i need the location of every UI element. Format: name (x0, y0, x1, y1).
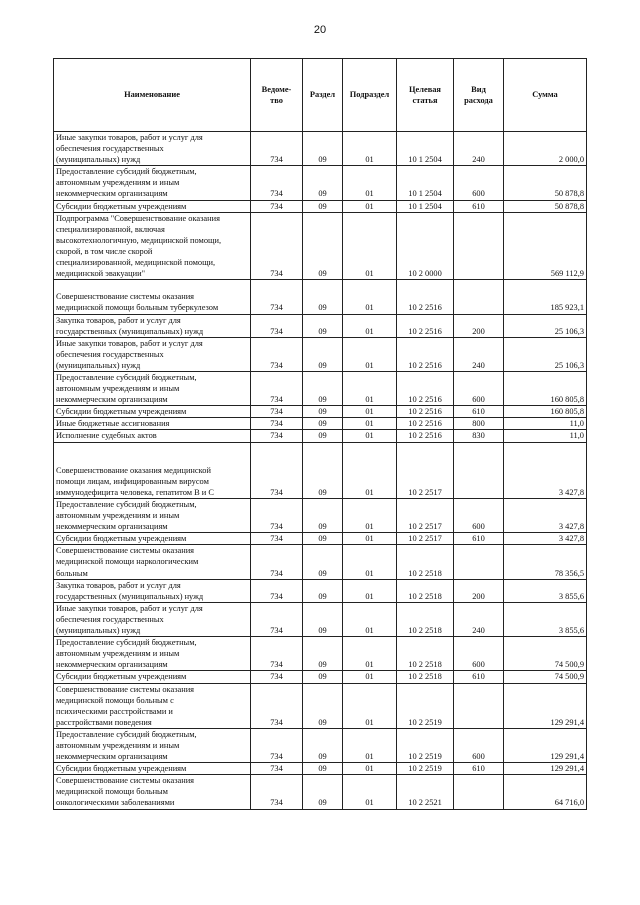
table-row (54, 763, 587, 775)
cell-name-line: Предоставление субсидий бюджетным, (56, 167, 197, 177)
cell-section: 09 (303, 280, 343, 314)
table-row (54, 166, 587, 200)
cell-sum: 74 500,9 (504, 637, 587, 671)
cell-section: 09 (303, 763, 343, 775)
cell-name-line: (муниципальных) нужд (56, 626, 141, 636)
cell-expense-type (454, 280, 504, 314)
cell-sum: 569 112,9 (504, 212, 587, 280)
cell-subsection: 01 (343, 280, 397, 314)
cell-subsection: 01 (343, 406, 397, 418)
cell-target-article: 10 2 2516 (397, 406, 454, 418)
cell-name-line: автономным учреждениям и иным (56, 740, 180, 750)
cell-subsection: 01 (343, 683, 397, 728)
cell-name-line: медицинской помощи больным с (56, 695, 174, 705)
cell-section: 09 (303, 212, 343, 280)
cell-subsection: 01 (343, 728, 397, 762)
cell-name-line: Подпрограмма "Совершенствование оказания (56, 213, 220, 223)
cell-subsection: 01 (343, 545, 397, 579)
cell-sum: 64 716,0 (504, 775, 587, 809)
cell-section: 09 (303, 430, 343, 442)
cell-name-line: Предоставление субсидий бюджетным, (56, 638, 197, 648)
cell-department: 734 (251, 132, 303, 166)
cell-expense-type (454, 683, 504, 728)
cell-expense-type: 600 (454, 166, 504, 200)
cell-subsection: 01 (343, 579, 397, 602)
cell-name-line: специализированной, включая (56, 224, 165, 234)
cell-name (54, 280, 251, 314)
cell-name (54, 763, 251, 775)
cell-expense-type: 610 (454, 200, 504, 212)
table-row (54, 132, 587, 166)
table-row (54, 406, 587, 418)
cell-sum: 50 878,8 (504, 200, 587, 212)
cell-sum: 74 500,9 (504, 671, 587, 683)
cell-name (54, 418, 251, 430)
table-row (54, 671, 587, 683)
cell-target-article: 10 2 2518 (397, 545, 454, 579)
cell-name-line (56, 454, 248, 465)
cell-subsection: 01 (343, 166, 397, 200)
cell-name (54, 212, 251, 280)
cell-name-line: больным (56, 568, 88, 578)
table-row (54, 442, 587, 498)
cell-subsection: 01 (343, 763, 397, 775)
cell-target-article: 10 2 2519 (397, 728, 454, 762)
table-row (54, 499, 587, 533)
cell-target-article: 10 2 2517 (397, 533, 454, 545)
cell-name-line: Совершенствование системы оказания (56, 292, 195, 302)
cell-name-line: обеспечения государственных (56, 144, 164, 154)
cell-sum: 129 291,4 (504, 683, 587, 728)
cell-department: 734 (251, 337, 303, 371)
cell-target-article: 10 1 2504 (397, 132, 454, 166)
cell-name-line: расстройствами поведения (56, 717, 152, 727)
cell-sum: 3 427,8 (504, 499, 587, 533)
table-row (54, 314, 587, 337)
table-row (54, 637, 587, 671)
cell-department: 734 (251, 200, 303, 212)
cell-section: 09 (303, 579, 343, 602)
cell-name-line: Иные бюджетные ассигнования (56, 419, 170, 429)
cell-expense-type: 600 (454, 371, 504, 405)
cell-target-article: 10 2 2518 (397, 671, 454, 683)
cell-section: 09 (303, 775, 343, 809)
cell-name-line: медицинской эвакуации" (56, 269, 145, 279)
header-name: Наименование (54, 59, 251, 132)
header-article-line: Целевая (409, 84, 441, 94)
cell-name-line: Совершенствование системы оказания (56, 546, 195, 556)
cell-sum: 2 000,0 (504, 132, 587, 166)
table-row (54, 683, 587, 728)
cell-department: 734 (251, 775, 303, 809)
cell-department: 734 (251, 280, 303, 314)
cell-department: 734 (251, 579, 303, 602)
cell-name (54, 442, 251, 498)
cell-target-article: 10 2 2516 (397, 430, 454, 442)
cell-section: 09 (303, 442, 343, 498)
cell-section: 09 (303, 200, 343, 212)
cell-name-line: автономным учреждениям и иным (56, 178, 180, 188)
cell-sum: 129 291,4 (504, 728, 587, 762)
cell-name-line: (муниципальных) нужд (56, 360, 141, 370)
cell-name-line: Иные закупки товаров, работ и услуг для (56, 603, 203, 613)
table-row (54, 602, 587, 636)
cell-name-line: автономным учреждениям и иным (56, 384, 180, 394)
cell-target-article: 10 2 2517 (397, 442, 454, 498)
cell-expense-type: 610 (454, 406, 504, 418)
table-row (54, 775, 587, 809)
cell-department: 734 (251, 212, 303, 280)
header-subsection: Подраздел (343, 59, 397, 132)
cell-subsection: 01 (343, 775, 397, 809)
cell-department: 734 (251, 418, 303, 430)
cell-expense-type (454, 775, 504, 809)
cell-name-line: государственных (муниципальных) нужд (56, 326, 204, 336)
cell-department: 734 (251, 602, 303, 636)
cell-section: 09 (303, 418, 343, 430)
cell-section: 09 (303, 637, 343, 671)
cell-name-line: медицинской помощи больным туберкулезом (56, 303, 219, 313)
table-body (54, 132, 587, 810)
cell-expense-type: 610 (454, 533, 504, 545)
cell-department: 734 (251, 533, 303, 545)
cell-subsection: 01 (343, 533, 397, 545)
cell-sum: 3 855,6 (504, 602, 587, 636)
header-section: Раздел (303, 59, 343, 132)
cell-section: 09 (303, 132, 343, 166)
cell-name (54, 545, 251, 579)
cell-name (54, 314, 251, 337)
cell-target-article: 10 2 2518 (397, 602, 454, 636)
cell-expense-type: 240 (454, 337, 504, 371)
cell-name-line: Иные закупки товаров, работ и услуг для (56, 338, 203, 348)
cell-sum: 50 878,8 (504, 166, 587, 200)
cell-name (54, 579, 251, 602)
cell-department: 734 (251, 728, 303, 762)
cell-name (54, 337, 251, 371)
cell-name (54, 166, 251, 200)
header-department-line: Ведоме- (261, 84, 292, 94)
cell-name (54, 637, 251, 671)
cell-name (54, 533, 251, 545)
cell-subsection: 01 (343, 671, 397, 683)
cell-target-article: 10 2 2519 (397, 763, 454, 775)
cell-name (54, 132, 251, 166)
cell-sum: 25 106,3 (504, 337, 587, 371)
cell-name-line: Закупка товаров, работ и услуг для (56, 580, 181, 590)
cell-name-line: обеспечения государственных (56, 614, 164, 624)
cell-name-line: Совершенствование системы оказания (56, 776, 195, 786)
cell-name (54, 406, 251, 418)
cell-target-article: 10 2 2516 (397, 418, 454, 430)
cell-target-article: 10 2 0000 (397, 212, 454, 280)
cell-name (54, 499, 251, 533)
header-expense-line: Вид (471, 84, 486, 94)
cell-sum: 185 923,1 (504, 280, 587, 314)
cell-expense-type (454, 442, 504, 498)
cell-sum: 129 291,4 (504, 763, 587, 775)
cell-sum: 78 356,5 (504, 545, 587, 579)
table-header-row (54, 59, 587, 132)
cell-expense-type: 240 (454, 132, 504, 166)
cell-name-line: некоммерческим организациям (56, 189, 168, 199)
cell-department: 734 (251, 406, 303, 418)
cell-subsection: 01 (343, 212, 397, 280)
cell-target-article: 10 2 2519 (397, 683, 454, 728)
cell-target-article: 10 2 2521 (397, 775, 454, 809)
cell-name-line: некоммерческим организациям (56, 660, 168, 670)
cell-expense-type: 600 (454, 728, 504, 762)
table-row (54, 418, 587, 430)
cell-name-line: медицинской помощи больным (56, 787, 168, 797)
cell-name (54, 200, 251, 212)
table-row (54, 212, 587, 280)
cell-name-line: Субсидии бюджетным учреждениям (56, 764, 187, 774)
cell-department: 734 (251, 763, 303, 775)
cell-target-article: 10 1 2504 (397, 200, 454, 212)
table-row (54, 533, 587, 545)
cell-department: 734 (251, 166, 303, 200)
cell-name-line: Предоставление субсидий бюджетным, (56, 729, 197, 739)
cell-name-line: (муниципальных) нужд (56, 155, 141, 165)
table-row (54, 200, 587, 212)
cell-name-line: Совершенствование системы оказания (56, 684, 195, 694)
table-row (54, 579, 587, 602)
cell-department: 734 (251, 314, 303, 337)
cell-name-line (56, 443, 248, 454)
header-department (251, 59, 303, 132)
cell-target-article: 10 2 2517 (397, 499, 454, 533)
cell-sum: 11,0 (504, 418, 587, 430)
cell-name (54, 683, 251, 728)
cell-name-line: специализированной, медицинской помощи, (56, 258, 216, 268)
cell-subsection: 01 (343, 637, 397, 671)
cell-target-article: 10 2 2518 (397, 637, 454, 671)
cell-name-line: обеспечения государственных (56, 349, 164, 359)
cell-expense-type: 600 (454, 499, 504, 533)
cell-name (54, 728, 251, 762)
header-sum: Сумма (504, 59, 587, 132)
cell-expense-type: 600 (454, 637, 504, 671)
header-expense-type (454, 59, 504, 132)
cell-name-line: Субсидии бюджетным учреждениям (56, 534, 187, 544)
cell-subsection: 01 (343, 337, 397, 371)
cell-name (54, 775, 251, 809)
cell-name-line: иммунодефицита человека, гепатитом В и С (56, 487, 214, 497)
cell-expense-type: 610 (454, 671, 504, 683)
cell-name-line: Предоставление субсидий бюджетным, (56, 372, 197, 382)
cell-subsection: 01 (343, 314, 397, 337)
cell-name-line: государственных (муниципальных) нужд (56, 591, 204, 601)
cell-expense-type: 200 (454, 314, 504, 337)
cell-name-line: медицинской помощи наркологическим (56, 557, 199, 567)
cell-subsection: 01 (343, 371, 397, 405)
cell-expense-type (454, 545, 504, 579)
cell-name-line: онкологическими заболеваниями (56, 798, 175, 808)
cell-department: 734 (251, 545, 303, 579)
cell-name-line: Закупка товаров, работ и услуг для (56, 315, 181, 325)
cell-subsection: 01 (343, 200, 397, 212)
header-article-line: статья (412, 96, 438, 105)
cell-expense-type (454, 212, 504, 280)
cell-name-line: Предоставление субсидий бюджетным, (56, 500, 197, 509)
cell-name-line: некоммерческим организациям (56, 395, 168, 405)
cell-section: 09 (303, 406, 343, 418)
cell-name-line: скорой, в том числе скорой (56, 246, 153, 256)
cell-department: 734 (251, 442, 303, 498)
cell-section: 09 (303, 337, 343, 371)
cell-sum: 160 805,8 (504, 371, 587, 405)
cell-department: 734 (251, 683, 303, 728)
cell-section: 09 (303, 545, 343, 579)
cell-subsection: 01 (343, 499, 397, 533)
cell-section: 09 (303, 602, 343, 636)
cell-section: 09 (303, 683, 343, 728)
cell-expense-type: 240 (454, 602, 504, 636)
cell-section: 09 (303, 499, 343, 533)
cell-sum: 160 805,8 (504, 406, 587, 418)
cell-name-line: Совершенствование оказания медицинской (56, 465, 211, 475)
cell-department: 734 (251, 430, 303, 442)
cell-name-line: Исполнение судебных актов (56, 431, 157, 441)
cell-name-line: Субсидии бюджетным учреждениям (56, 672, 187, 682)
cell-name-line: Субсидии бюджетным учреждениям (56, 201, 187, 211)
cell-name-line: высокотехнологичную, медицинской помощи, (56, 235, 222, 245)
cell-name-line: некоммерческим организациям (56, 752, 168, 762)
cell-department: 734 (251, 499, 303, 533)
cell-expense-type: 610 (454, 763, 504, 775)
cell-sum: 3 855,6 (504, 579, 587, 602)
table-row (54, 337, 587, 371)
table-row (54, 728, 587, 762)
header-expense-line: расхода (464, 96, 493, 105)
cell-department: 734 (251, 671, 303, 683)
cell-name-line: автономным учреждениям и иным (56, 649, 180, 659)
header-target-article (397, 59, 454, 132)
cell-subsection: 01 (343, 430, 397, 442)
cell-target-article: 10 2 2516 (397, 371, 454, 405)
cell-sum: 11,0 (504, 430, 587, 442)
cell-section: 09 (303, 671, 343, 683)
cell-name-line: Иные закупки товаров, работ и услуг для (56, 133, 203, 142)
cell-sum: 3 427,8 (504, 442, 587, 498)
cell-section: 09 (303, 166, 343, 200)
cell-target-article: 10 2 2516 (397, 337, 454, 371)
cell-name-line: Субсидии бюджетным учреждениям (56, 407, 187, 417)
table-row (54, 545, 587, 579)
table-row (54, 430, 587, 442)
cell-sum: 3 427,8 (504, 533, 587, 545)
cell-target-article: 10 1 2504 (397, 166, 454, 200)
cell-section: 09 (303, 533, 343, 545)
table-row (54, 280, 587, 314)
cell-name-line: некоммерческим организациям (56, 522, 168, 532)
cell-subsection: 01 (343, 418, 397, 430)
cell-sum: 25 106,3 (504, 314, 587, 337)
cell-section: 09 (303, 314, 343, 337)
budget-table (53, 58, 587, 810)
cell-name (54, 371, 251, 405)
cell-expense-type: 200 (454, 579, 504, 602)
cell-target-article: 10 2 2516 (397, 280, 454, 314)
cell-department: 734 (251, 637, 303, 671)
cell-subsection: 01 (343, 602, 397, 636)
cell-target-article: 10 2 2516 (397, 314, 454, 337)
cell-name-line: психическими расстройствами и (56, 706, 173, 716)
cell-name (54, 671, 251, 683)
cell-subsection: 01 (343, 132, 397, 166)
page-number: 20 (313, 24, 327, 36)
cell-subsection: 01 (343, 442, 397, 498)
header-department-line: тво (270, 96, 283, 105)
cell-section: 09 (303, 728, 343, 762)
cell-name-line (56, 280, 248, 291)
cell-target-article: 10 2 2518 (397, 579, 454, 602)
cell-expense-type: 800 (454, 418, 504, 430)
cell-name (54, 430, 251, 442)
cell-name-line: помощи лицам, инфицированным вирусом (56, 476, 209, 486)
cell-expense-type: 830 (454, 430, 504, 442)
cell-name (54, 602, 251, 636)
cell-name-line: автономным учреждениям и иным (56, 511, 180, 521)
cell-section: 09 (303, 371, 343, 405)
cell-department: 734 (251, 371, 303, 405)
table-row (54, 371, 587, 405)
